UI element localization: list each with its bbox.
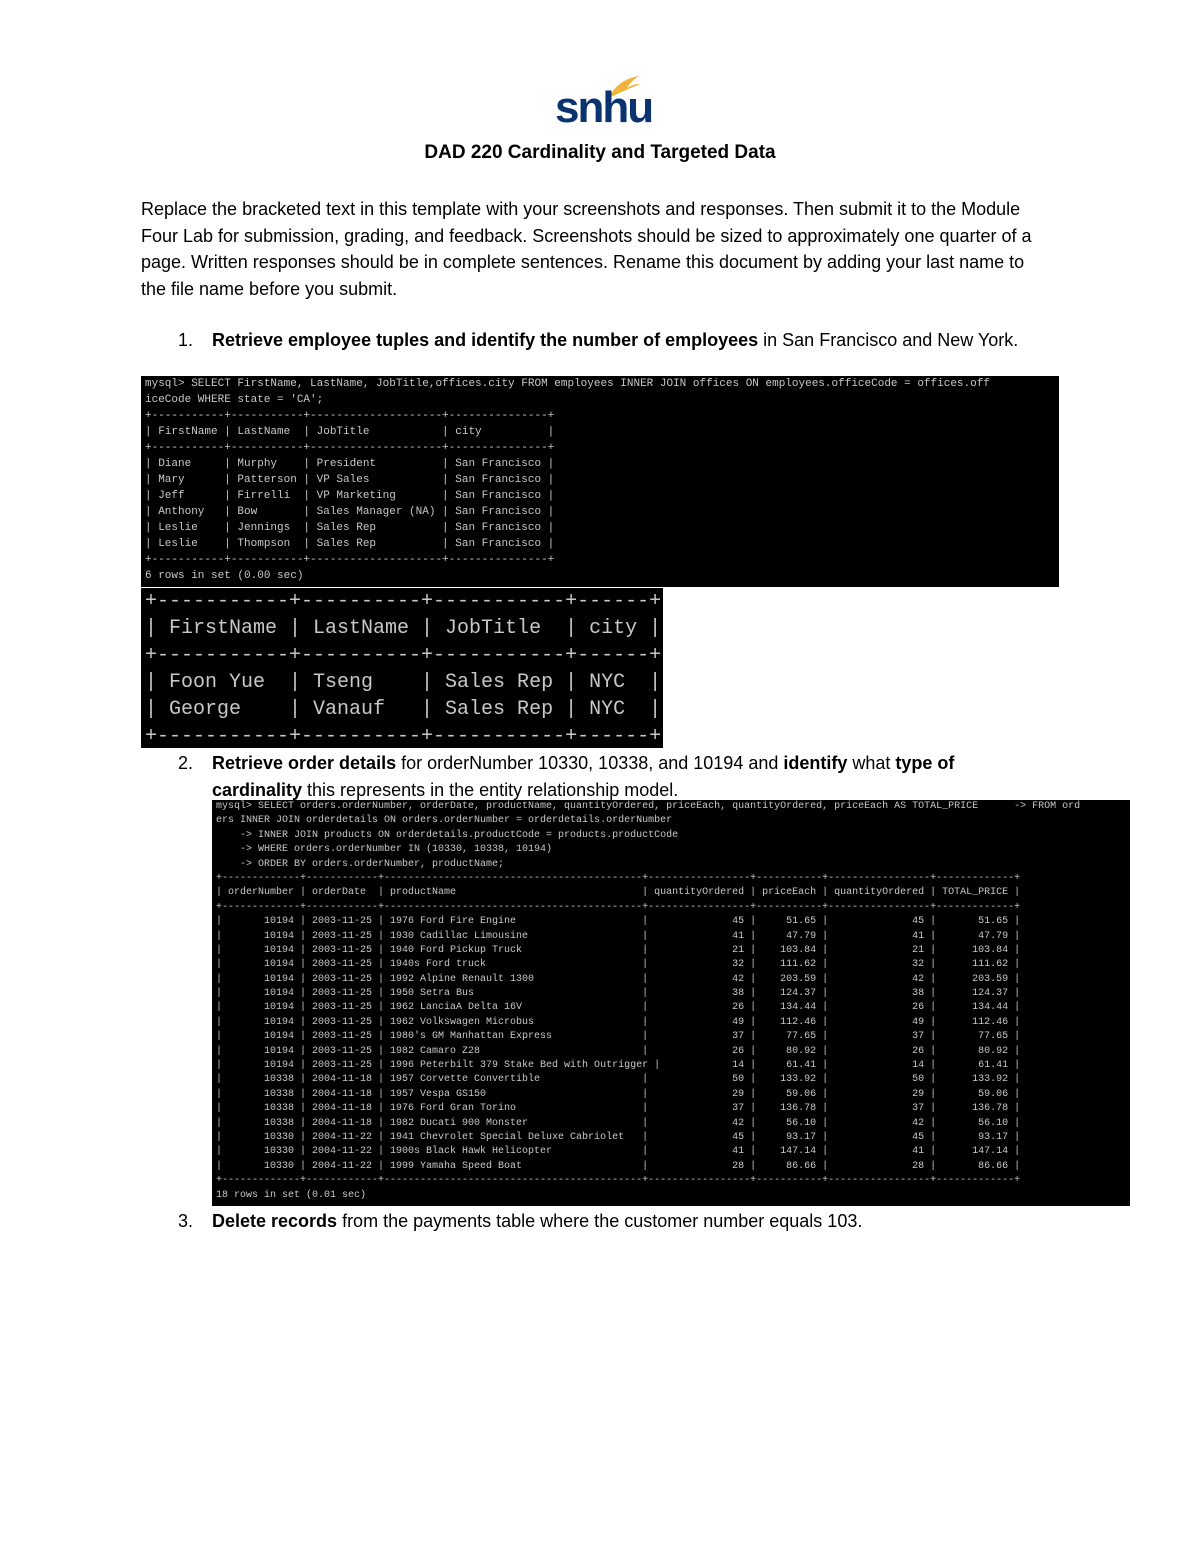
terminal-line: +-----------+-----------+--------------------+---------------+ (145, 410, 555, 422)
item-bold: type of cardinality (212, 753, 955, 800)
terminal-line: | 10194 | 2003-11-25 | 1980's GM Manhattan Express | 37 | 77.65 | 37 | 77.65 | (216, 1031, 1021, 1043)
terminal-line: | Mary | Patterson | VP Sales | San Francisco | (145, 474, 555, 486)
terminal-line: | 10194 | 2003-11-25 | 1982 Camaro Z28 | 26 | 80.92 | 26 | 80.92 | (216, 1045, 1021, 1057)
item-number: 3. (178, 1211, 194, 1231)
terminal-line: | 10338 | 2004-11-18 | 1957 Corvette Convertible | 50 | 133.92 | 50 | 133.92 | (216, 1074, 1021, 1086)
terminal-line: +-----------+----------+-----------+------+ (145, 644, 662, 667)
terminal-line: | 10330 | 2004-11-22 | 1900s Black Hawk Helicopter | 41 | 147.14 | 41 | 147.14 | (216, 1146, 1021, 1158)
terminal-line: | 10194 | 2003-11-25 | 1950 Setra Bus | 38 | 124.37 | 38 | 124.37 | (216, 988, 1021, 1000)
terminal-line: | 10194 | 2003-11-25 | 1976 Ford Fire Engine | 45 | 51.65 | 45 | 51.65 | (216, 916, 1021, 928)
item-bold: Delete records (212, 1211, 338, 1231)
terminal-line: | 10194 | 2003-11-25 | 1940 Ford Pickup Truck | 21 | 103.84 | 21 | 103.84 | (216, 944, 1021, 956)
terminal-line: | 10194 | 2003-11-25 | 1992 Alpine Renault 1300 | 42 | 203.59 | 42 | 203.59 | (216, 973, 1021, 985)
terminal-screenshot-nyc (141, 588, 663, 748)
terminal-screenshot-sf (141, 376, 1059, 587)
intro-paragraph: Replace the bracketed text in this template with your screenshots and responses. Then submit it to the Module Four Lab for submission, grading, and feedback. Screenshots should be sized to approximately one quarter of a page. Written responses should be in complete sentences. Rename this document by adding your last name to the file name before you submit. (141, 199, 1032, 299)
logo-wordmark: snhu (555, 83, 653, 132)
terminal-line: +-----------+----------+-----------+------+ (145, 590, 662, 613)
item-text (212, 327, 1047, 354)
terminal-line: 6 rows in set (0.00 sec) (145, 570, 304, 582)
terminal-line: +-------------+------------+-------------------------------------------+-----------------+-----------+-----------------+-------------+ (216, 901, 1021, 913)
terminal-line: +-------------+------------+-------------------------------------------+-----------------+-----------+-----------------+-------------+ (216, 1175, 1021, 1187)
terminal-line: | 10338 | 2004-11-18 | 1982 Ducati 900 Monster | 42 | 56.10 | 42 | 56.10 | (216, 1117, 1021, 1129)
terminal-line: -> WHERE orders.orderNumber IN (10330, 10338, 10194) (216, 844, 553, 856)
item-text (212, 750, 1047, 803)
terminal-line: | Jeff | Firrelli | VP Marketing | San Francisco | (145, 490, 555, 502)
terminal-line: | 10194 | 2003-11-25 | 1962 Volkswagen Microbus | 49 | 112.46 | 49 | 112.46 | (216, 1016, 1021, 1028)
terminal-line: | Anthony | Bow | Sales Manager (NA) | San Francisco | (145, 506, 555, 518)
terminal-line: +-------------+------------+-------------------------------------------+-----------------+-----------+-----------------+-------------+ (216, 872, 1021, 884)
item-rest: what (847, 753, 896, 773)
terminal-line: | Diane | Murphy | President | San Francisco | (145, 458, 555, 470)
snhu-logo (555, 74, 653, 134)
item-rest: in San Francisco and New York. (758, 330, 1019, 350)
document-title: DAD 220 Cardinality and Targeted Data (424, 142, 776, 163)
item-bold: Retrieve order details (212, 753, 397, 773)
terminal-line: | 10194 | 2003-11-25 | 1996 Peterbilt 379 Stake Bed with Outrigger | 14 | 61.41 | 14 | 61.41 | (216, 1060, 1021, 1072)
terminal-line: +-----------+-----------+--------------------+---------------+ (145, 442, 555, 454)
terminal-line: | 10338 | 2004-11-18 | 1976 Ford Gran Torino | 37 | 136.78 | 37 | 136.78 | (216, 1103, 1021, 1115)
item-number: 1. (178, 330, 194, 350)
item-bold: identify (783, 753, 848, 773)
terminal-line: | Leslie | Thompson | Sales Rep | San Francisco | (145, 538, 555, 550)
terminal-line: ers INNER JOIN orderdetails ON orders.orderNumber = orderdetails.orderNumber (216, 815, 673, 827)
terminal-line: +-----------+----------+-----------+------+ (145, 725, 662, 748)
terminal-line: | 10194 | 2003-11-25 | 1962 LanciaA Delta 16V | 26 | 134.44 | 26 | 134.44 | (216, 1002, 1021, 1014)
item-text (212, 1208, 1047, 1235)
terminal-line: | George | Vanauf | Sales Rep | NYC | (145, 698, 662, 721)
terminal-line: | orderNumber | orderDate | productName | quantityOrdered | priceEach | quantityOrdered | TOTAL_PRICE | (216, 887, 1021, 899)
terminal-line: | 10338 | 2004-11-18 | 1957 Vespa GS150 | 29 | 59.06 | 29 | 59.06 | (216, 1088, 1021, 1100)
item-rest: this represents in the entity relationship model. (302, 779, 679, 800)
terminal-line: mysql> SELECT orders.orderNumber, orderDate, productName, quantityOrdered, priceEach, quantityOrdered, priceEach AS TOTAL_PRICE -> FROM ord (216, 801, 1081, 812)
terminal-line: | FirstName | LastName | JobTitle | city | (145, 426, 555, 438)
terminal-line: | Foon Yue | Tseng | Sales Rep | NYC | (145, 671, 662, 694)
terminal-line: -> INNER JOIN products ON orderdetails.productCode = products.productCode (216, 829, 679, 841)
terminal-line: 18 rows in set (0.01 sec) (216, 1189, 367, 1201)
item-number: 2. (178, 753, 194, 773)
terminal-line: | 10330 | 2004-11-22 | 1999 Yamaha Speed Boat | 28 | 86.66 | 28 | 86.66 | (216, 1160, 1021, 1172)
item-rest: for orderNumber 10330, 10338, and 10194 and (396, 753, 784, 773)
terminal-line: iceCode WHERE state = 'CA'; (145, 394, 324, 406)
terminal-line: | FirstName | LastName | JobTitle | city | (145, 617, 662, 640)
terminal-line: | 10194 | 2003-11-25 | 1940s Ford truck | 32 | 111.62 | 32 | 111.62 | (216, 959, 1021, 971)
terminal-line: -> ORDER BY orders.orderNumber, productName; (216, 858, 505, 870)
terminal-line: | 10330 | 2004-11-22 | 1941 Chevrolet Special Deluxe Cabriolet | 45 | 93.17 | 45 | 93.17 | (216, 1131, 1021, 1143)
terminal-line: | 10194 | 2003-11-25 | 1930 Cadillac Limousine | 41 | 47.79 | 41 | 47.79 | (216, 930, 1021, 942)
terminal-line: mysql> SELECT FirstName, LastName, JobTitle,offices.city FROM employees INNER JOIN offices ON employees.officeCode = offices.off (145, 378, 990, 390)
terminal-line: | Leslie | Jennings | Sales Rep | San Francisco | (145, 522, 555, 534)
item-rest: from the payments table where the customer number equals 103. (337, 1211, 863, 1231)
terminal-screenshot-orders (212, 800, 1130, 1206)
terminal-line: +-----------+-----------+--------------------+---------------+ (145, 554, 555, 566)
item-bold: Retrieve employee tuples and identify the number of employees (212, 330, 759, 350)
